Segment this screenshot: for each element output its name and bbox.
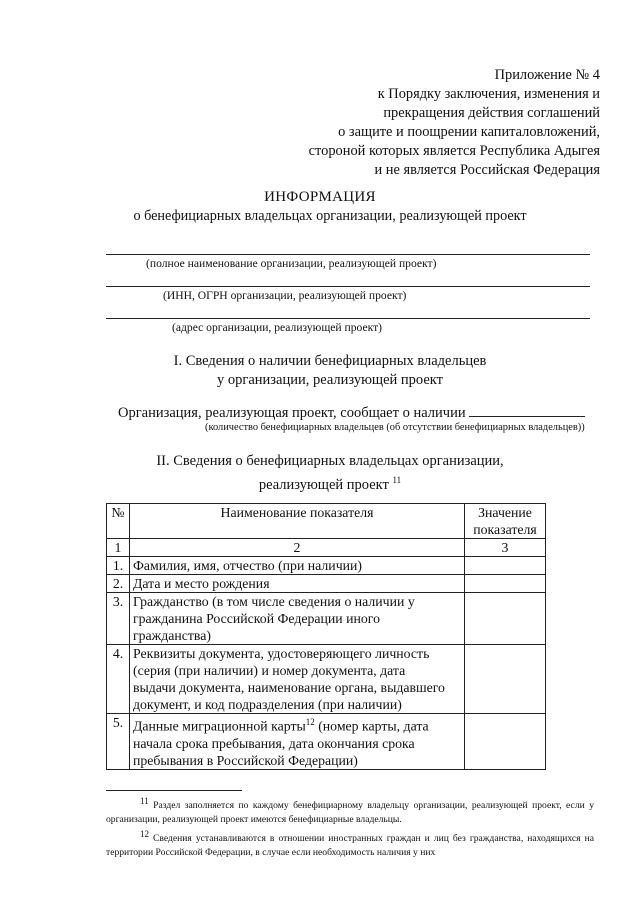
section-1-line: I. Сведения о наличии бенефициарных владельцев xyxy=(173,353,487,369)
section-2-heading xyxy=(0,452,640,495)
footnote-11 xyxy=(106,794,594,827)
footnotes xyxy=(106,794,594,860)
appendix-line: о защите и поощрении капиталовложений, xyxy=(338,124,600,140)
row-name xyxy=(130,575,465,593)
row-name-line: начала срока пребывания, дата окончания срока xyxy=(133,735,415,751)
table-row xyxy=(107,645,546,714)
section-1-heading xyxy=(0,352,640,390)
row-value-cell[interactable] xyxy=(465,575,546,593)
table-header-row xyxy=(107,504,546,539)
row-name-line: документ, и код подразделения (при наличии) xyxy=(133,697,402,712)
inn-caption: (ИНН, ОГРН организации, реализующей проект) xyxy=(163,289,407,302)
footnote-rule xyxy=(106,790,242,791)
row-value-cell[interactable] xyxy=(465,593,546,645)
table-row xyxy=(107,557,546,575)
table-index-row xyxy=(107,539,546,557)
header-value-line: показателя xyxy=(473,522,537,537)
row-name xyxy=(130,593,465,645)
row-name-text: (номер карты, дата xyxy=(314,718,429,734)
section-2-line xyxy=(0,471,640,495)
footnote-num: 11 xyxy=(140,796,149,806)
appendix-line: к Порядку заключения, изменения и xyxy=(377,86,600,102)
row-name xyxy=(130,557,465,575)
appendix-line: стороной которых является Республика Адыгея xyxy=(308,143,600,159)
row-value-cell[interactable] xyxy=(465,557,546,575)
header-value xyxy=(465,504,546,539)
section-2-line-text: реализующей проект xyxy=(258,476,389,493)
row-num: 1. xyxy=(107,557,130,575)
report-text: Организация, реализующая проект, сообщает о наличии xyxy=(118,405,466,421)
row-name-line: (серия (при наличии) и номер документа, дата xyxy=(133,663,406,678)
count-caption: (количество бенефициарных владельцев (об отсутствии бенефициарных владельцев)) xyxy=(205,422,585,433)
footnote-text: Раздел заполняется по каждому бенефициарному владельцу организации, реализующей проект, если у организации, реализующей проект имеются бенефициарные владельцы. xyxy=(106,800,594,826)
header-name: Наименование показателя xyxy=(130,504,465,539)
row-name-line: гражданина Российской Федерации иного xyxy=(133,611,381,626)
row-name-line: пребывания в Российской Федерации) xyxy=(133,752,358,768)
beneficiary-report xyxy=(118,404,585,422)
appendix-header xyxy=(309,66,600,180)
row-name-line: гражданства) xyxy=(133,628,211,643)
row-name-line: выдачи документа, наименование органа, выдавшего xyxy=(133,680,445,695)
section-1-line: у организации, реализующей проект xyxy=(217,372,443,388)
row-num: 3. xyxy=(107,593,130,645)
table-row xyxy=(107,593,546,645)
row-name-line xyxy=(133,714,461,735)
footnote-12 xyxy=(106,827,594,860)
index-cell: 3 xyxy=(465,539,546,557)
row-name-line: Дата и место рождения xyxy=(133,576,270,591)
footnote-ref-11: 11 xyxy=(392,475,402,485)
table-row xyxy=(107,575,546,593)
document-subtitle: о бенефициарных владельцах организации, реализующей проект xyxy=(133,208,527,224)
footnote-num: 12 xyxy=(140,829,149,840)
index-cell: 1 xyxy=(107,539,130,557)
document-title: ИНФОРМАЦИЯ xyxy=(264,189,376,205)
inn-line xyxy=(106,286,590,287)
indicators-table xyxy=(106,503,546,770)
row-value-cell[interactable] xyxy=(465,645,546,714)
header-value-line: Значение xyxy=(478,505,532,520)
appendix-line: и не является Российская Федерация xyxy=(374,162,600,178)
row-num: 5. xyxy=(107,714,130,770)
footnote-text: Сведения устанавливаются в отношении иностранных граждан и лиц без гражданства, находящихся на территории Российской Федерации, в случае если необходимость наличия у них xyxy=(106,833,594,859)
address-caption: (адрес организации, реализующей проект) xyxy=(172,321,383,334)
footnote-ref-12: 12 xyxy=(305,717,315,727)
index-cell: 2 xyxy=(130,539,465,557)
row-num: 4. xyxy=(107,645,130,714)
beneficiary-count-field xyxy=(469,404,585,417)
row-name-line: Реквизиты документа, удостоверяющего личность xyxy=(133,646,430,661)
row-name-line: Гражданство (в том числе сведения о наличии у xyxy=(133,594,415,609)
table-row xyxy=(107,714,546,770)
row-name-line: Фамилия, имя, отчество (при наличии) xyxy=(133,558,362,573)
row-num: 2. xyxy=(107,575,130,593)
appendix-line: Приложение № 4 xyxy=(494,67,600,83)
org-name-caption: (полное наименование организации, реализующей проект) xyxy=(146,257,437,270)
section-2-line: II. Сведения о бенефициарных владельцах организации, xyxy=(156,453,504,469)
address-line xyxy=(106,318,590,319)
appendix-line: прекращения действия соглашений xyxy=(383,105,600,121)
row-value-cell[interactable] xyxy=(465,714,546,770)
org-name-line xyxy=(106,254,590,255)
header-num: № xyxy=(107,504,130,539)
row-name xyxy=(130,645,465,714)
row-name-text: Данные миграционной карты xyxy=(133,718,306,734)
row-name xyxy=(130,714,465,770)
